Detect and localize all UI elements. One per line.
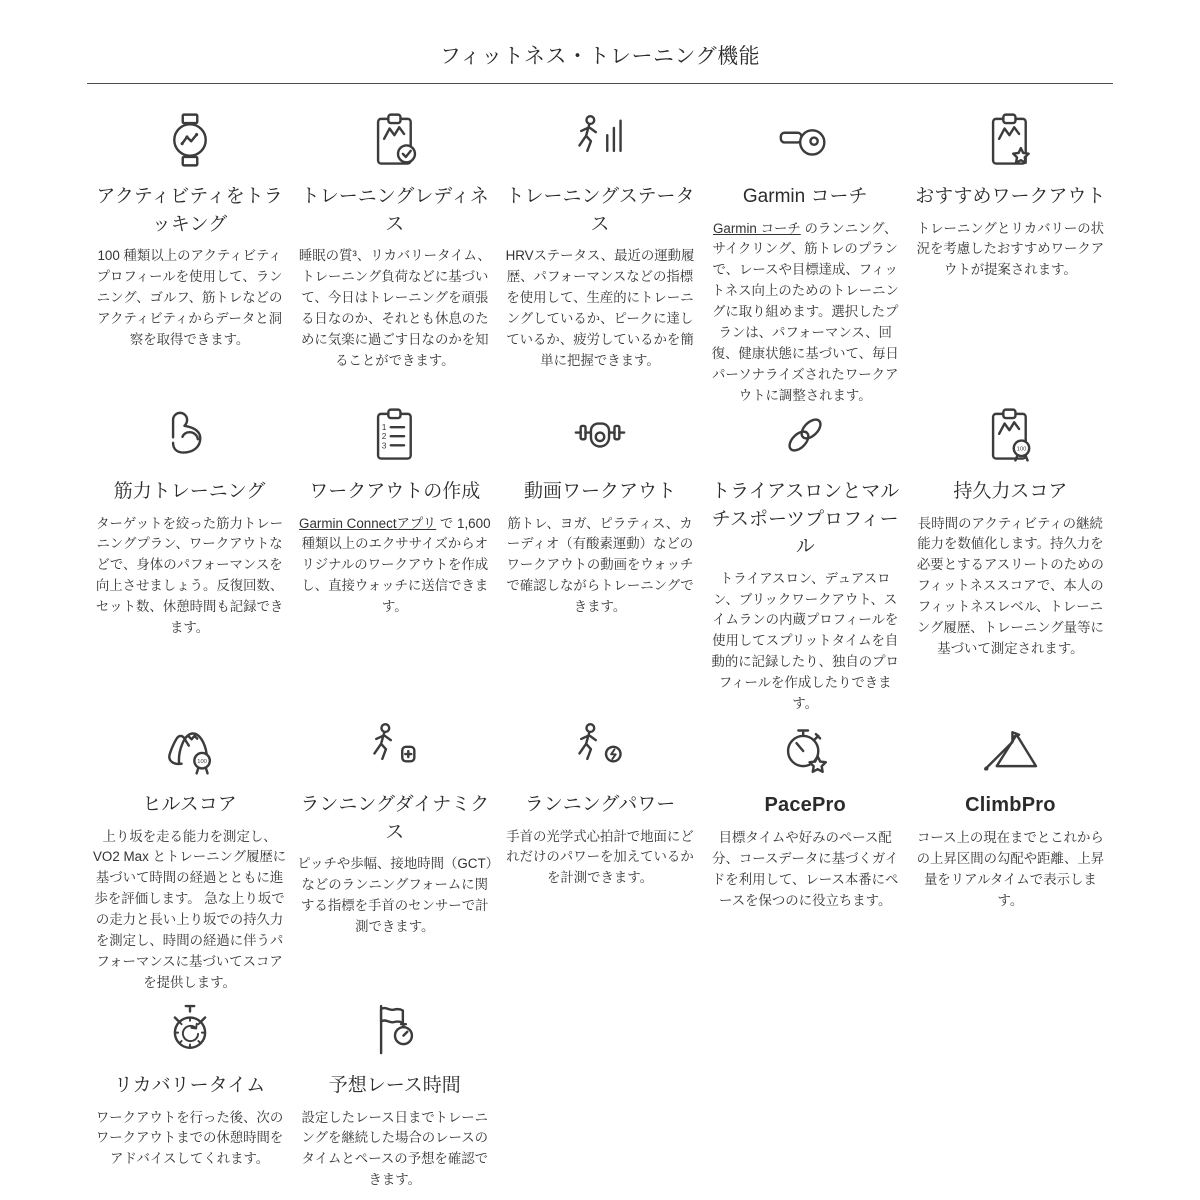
feature-description: コース上の現在までとこれからの上昇区間の勾配や距離、上昇量をリアルタイムで表示します。 [916,830,1105,908]
clipboard-100-badge-icon [913,403,1108,467]
activity-watch-icon [92,108,287,172]
feature-card [87,997,292,1191]
recovery-clock-icon [92,997,287,1061]
feature-description: ターゲットを絞った筋力トレーニングプラン、ワークアウトなどで、身体のパフォーマンスを向上させましょう。反復回数、セット数、休憩時間も記録できます。 [95,515,284,636]
feature-title: トレーニングステータス [505,186,695,235]
flexed-bicep-icon [92,403,287,467]
barbell-kettlebell-icon [502,403,697,467]
feature-link[interactable]: Garmin コーチ [712,220,801,236]
feature-card [87,108,292,403]
mountain-route-flag-icon [913,716,1108,780]
clipboard-numbered-list-icon [297,403,492,467]
feature-title: PacePro [764,794,846,816]
feature-card [87,403,292,716]
feature-card [908,716,1113,997]
feature-card [703,108,908,403]
feature-card [87,716,292,997]
flag-stopwatch-icon [297,997,492,1061]
feature-card [908,403,1113,716]
svg-text:1: 1 [381,422,387,433]
feature-card [908,108,1113,403]
feature-title: ランニングダイナミクス [300,794,490,843]
feature-description: 上り坂を走る能力を測定し、VO2 Max とトレーニング履歴に基づいて時間の経過とともに進歩を評価します。 急な上り坂での走力と長い上り坂での持久力を測定し、時間の経過に伴うパフォーマンスに基づいてスコアを提供します。 [93,828,287,990]
feature-title: トライアスロンとマルチスポーツプロフィール [711,481,900,558]
feature-title: 持久力スコア [953,481,1068,502]
feature-title: アクティビティをトラッキング [96,186,283,235]
feature-card [703,403,908,716]
feature-title: ClimbPro [965,794,1056,816]
feature-description: 長時間のアクティビティの継続能力を数値化します。持久力を必要とするアスリートのためのフィットネススコアで、本人のフィットネスレベル、トレーニング履歴、トレーニング量等に基づいて測定されます。 [916,515,1104,656]
feature-title: おすすめワークアウト [915,186,1106,207]
feature-description: Garmin コーチ のランニング、サイクリング、筋トレのプランで、レースや目標達成、フィットネス向上のためのトレーニングに取り組めます。選択したプランは、パフォーマンス、回復、健康状態に基づいて、毎日パーソナライズされたワークアウトに調整されます。 [711,220,899,403]
divider-line [87,83,1113,84]
feature-title: ヒルスコア [142,794,237,815]
feature-description: 目標タイムや好みのペース配分、コースデータに基づくガイドを利用して、レース本番にペースを保つのに役立ちます。 [711,830,899,908]
feature-title: トレーニングレディネス [300,186,489,235]
feature-title: 筋力トレーニング [113,481,266,502]
feature-description: トレーニングとリカバリーの状況を考慮したおすすめワークアウトが提案されます。 [916,220,1105,278]
feature-title: リカバリータイム [113,1075,266,1096]
feature-title: ワークアウトの作成 [309,481,481,502]
feature-title: ランニングパワー [524,794,676,815]
feature-card [292,108,497,403]
chain-links-icon [708,403,903,467]
feature-title: 動画ワークアウト [523,481,676,502]
feature-description: トライアスロン、デュアスロン、ブリックワークアウト、スイムランの内蔵プロフィールを使用してスプリットタイムを自動的に記録したり、独自のプロフィールを作成したりできます。 [711,570,899,712]
svg-text:100: 100 [1017,446,1027,453]
feature-card [497,403,702,716]
feature-card [292,403,497,716]
svg-text:3: 3 [381,440,387,451]
section-title: フィットネス・トレーニング機能 [439,45,761,68]
feature-description: HRVステータス、最近の運動履歴、パフォーマンスなどの指標を使用して、生産的にトレーニングしているか、ピークに達しているか、疲労しているかを簡単に把握できます。 [505,248,695,368]
mountain-100-badge-icon [92,716,287,780]
clipboard-chart-star-icon [913,108,1108,172]
feature-description: 睡眠の質³、リカバリータイム、トレーニング負荷などに基づいて、今日はトレーニングを頑張る日なのか、それとも休息のために気楽に過ごす日なのかを知ることができます。 [298,248,491,368]
runner-watch-plus-icon [297,716,492,780]
feature-description: 筋トレ、ヨガ、ピラティス、カーディオ（有酸素運動）などのワークアウトの動画をウォッチで確認しながらトレーニングできます。 [506,515,694,615]
feature-card [703,716,908,997]
whistle-icon [708,108,903,172]
stopwatch-star-icon [708,716,903,780]
feature-card [292,997,497,1191]
svg-text:100: 100 [196,758,207,765]
feature-description: 設定したレース日までトレーニングを継続した場合のレースのタイムとペースの予想を確認できます。 [301,1109,489,1188]
feature-description: Garmin Connectアプリ で 1,600 種類以上のエクササイズからオリジナルのワークアウトを作成し、直接ウォッチに送信できます。 [299,515,491,615]
feature-description: ピッチや歩幅、接地時間（GCT）などのランニングフォームに関する指標を手首のセンサーで計測できます。 [297,856,493,934]
feature-title: 予想レース時間 [328,1075,461,1096]
clipboard-chart-check-icon [297,108,492,172]
runner-progress-bars-icon [502,108,697,172]
feature-description: 100 種類以上のアクティビティプロフィールを使用して、ランニング、ゴルフ、筋トレなどのアクティビティからデータと洞察を取得できます。 [96,248,283,347]
feature-card [497,716,702,997]
feature-description: 手首の光学式心拍計で地面にどれだけのパワーを加えているかを計測できます。 [506,828,694,886]
features-grid [87,108,1113,1191]
feature-description: ワークアウトを行った後、次のワークアウトまでの休憩時間をアドバイスしてくれます。 [95,1109,284,1167]
feature-title: Garmin コーチ [742,186,868,207]
runner-watch-bolt-icon [502,716,697,780]
feature-link[interactable]: Garmin Connectアプリ [299,515,437,531]
svg-text:2: 2 [381,431,387,442]
feature-card [292,716,497,997]
feature-card [497,108,702,403]
